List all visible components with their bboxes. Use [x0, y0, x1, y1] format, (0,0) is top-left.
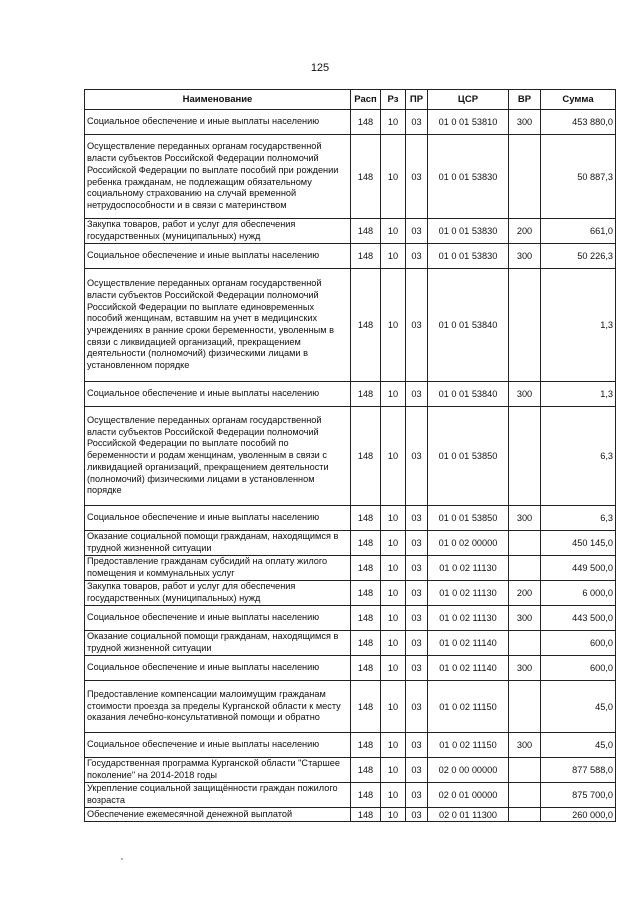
cell-sum: 1,3 [541, 382, 616, 407]
cell-rasp: 148 [351, 407, 381, 506]
cell-rasp: 148 [351, 531, 381, 556]
cell-name: Обеспечение ежемесячной денежной выплатой [85, 808, 351, 822]
cell-pr: 03 [406, 783, 428, 808]
cell-csr: 01 0 02 00000 [428, 531, 509, 556]
cell-sum: 1,3 [541, 269, 616, 382]
cell-pr: 03 [406, 531, 428, 556]
cell-rz: 10 [381, 110, 406, 135]
cell-rz: 10 [381, 407, 406, 506]
cell-vr [509, 531, 541, 556]
cell-rasp: 148 [351, 631, 381, 656]
cell-csr: 01 0 01 53850 [428, 506, 509, 531]
cell-rasp: 148 [351, 656, 381, 681]
cell-name: Предоставление компенсации малоимущим гражданам стоимости проезда за пределы Курганской области к месту оказания лечебно-консультативной помощи и обратно [85, 681, 351, 733]
cell-vr [509, 681, 541, 733]
cell-csr: 01 0 01 53810 [428, 110, 509, 135]
cell-pr: 03 [406, 135, 428, 219]
cell-vr: 300 [509, 382, 541, 407]
cell-sum: 45,0 [541, 733, 616, 758]
cell-vr [509, 783, 541, 808]
cell-vr: 300 [509, 656, 541, 681]
cell-pr: 03 [406, 382, 428, 407]
cell-name: Социальное обеспечение и иные выплаты населению [85, 656, 351, 681]
cell-vr [509, 808, 541, 822]
cell-name: Социальное обеспечение и иные выплаты населению [85, 110, 351, 135]
cell-csr: 01 0 02 11150 [428, 681, 509, 733]
cell-rz: 10 [381, 783, 406, 808]
table-row [85, 808, 616, 822]
cell-csr: 01 0 01 53830 [428, 135, 509, 219]
cell-pr: 03 [406, 244, 428, 269]
table-row [85, 656, 616, 681]
header-csr: ЦСР [428, 90, 509, 110]
cell-name: Укрепление социальной защищённости граждан пожилого возраста [85, 783, 351, 808]
cell-rz: 10 [381, 531, 406, 556]
cell-rz: 10 [381, 606, 406, 631]
cell-name: Социальное обеспечение и иные выплаты населению [85, 382, 351, 407]
cell-name: Социальное обеспечение и иные выплаты населению [85, 506, 351, 531]
cell-pr: 03 [406, 110, 428, 135]
cell-rasp: 148 [351, 135, 381, 219]
cell-rasp: 148 [351, 808, 381, 822]
cell-csr: 01 0 02 11130 [428, 581, 509, 606]
cell-sum: 443 500,0 [541, 606, 616, 631]
cell-vr: 300 [509, 244, 541, 269]
cell-rz: 10 [381, 244, 406, 269]
table-row [85, 269, 616, 382]
cell-csr: 01 0 01 53830 [428, 244, 509, 269]
cell-rz: 10 [381, 382, 406, 407]
cell-name: Закупка товаров, работ и услуг для обеспечения государственных (муниципальных) нужд [85, 581, 351, 606]
cell-rz: 10 [381, 758, 406, 783]
table-row [85, 244, 616, 269]
cell-csr: 01 0 01 53840 [428, 382, 509, 407]
cell-rz: 10 [381, 733, 406, 758]
cell-pr: 03 [406, 656, 428, 681]
cell-pr: 03 [406, 681, 428, 733]
cell-rasp: 148 [351, 733, 381, 758]
cell-pr: 03 [406, 808, 428, 822]
cell-csr: 02 0 01 11300 [428, 808, 509, 822]
cell-vr [509, 407, 541, 506]
cell-rasp: 148 [351, 581, 381, 606]
table-row [85, 733, 616, 758]
cell-sum: 875 700,0 [541, 783, 616, 808]
cell-sum: 50 887,3 [541, 135, 616, 219]
table-row [85, 556, 616, 581]
cell-pr: 03 [406, 506, 428, 531]
cell-vr: 200 [509, 581, 541, 606]
header-name: Наименование [85, 90, 351, 110]
cell-name: Осуществление переданных органам государственной власти субъектов Российской Федерации полномочий Российской Федерации по выплате пособий по беременности и родам женщинам, уволенным в связи с ликвидацией организаций, прекращением деятельности (полномочий) физическими лицами в установленном порядке [85, 407, 351, 506]
cell-pr: 03 [406, 606, 428, 631]
cell-vr: 200 [509, 219, 541, 244]
cell-sum: 45,0 [541, 681, 616, 733]
cell-csr: 01 0 01 53850 [428, 407, 509, 506]
cell-rasp: 148 [351, 244, 381, 269]
table-row [85, 606, 616, 631]
cell-rz: 10 [381, 581, 406, 606]
cell-pr: 03 [406, 758, 428, 783]
table-row [85, 783, 616, 808]
header-sum: Сумма [541, 90, 616, 110]
cell-rasp: 148 [351, 110, 381, 135]
cell-pr: 03 [406, 556, 428, 581]
cell-rz: 10 [381, 269, 406, 382]
cell-name: Социальное обеспечение и иные выплаты населению [85, 244, 351, 269]
cell-sum: 600,0 [541, 656, 616, 681]
cell-csr: 01 0 02 11130 [428, 556, 509, 581]
cell-name: Социальное обеспечение и иные выплаты населению [85, 733, 351, 758]
table-header-row [85, 90, 616, 110]
page-number: 125 [310, 62, 330, 74]
cell-sum: 50 226,3 [541, 244, 616, 269]
table-row [85, 758, 616, 783]
table-row [85, 531, 616, 556]
table-row [85, 407, 616, 506]
cell-rasp: 148 [351, 783, 381, 808]
cell-rz: 10 [381, 656, 406, 681]
cell-name: Оказание социальной помощи гражданам, находящимся в трудной жизненной ситуации [85, 631, 351, 656]
cell-sum: 661,0 [541, 219, 616, 244]
cell-rz: 10 [381, 631, 406, 656]
cell-csr: 01 0 02 11140 [428, 631, 509, 656]
cell-vr: 300 [509, 506, 541, 531]
cell-name: Оказание социальной помощи гражданам, находящимся в трудной жизненной ситуации [85, 531, 351, 556]
cell-vr: 300 [509, 606, 541, 631]
cell-pr: 03 [406, 631, 428, 656]
cell-rasp: 148 [351, 382, 381, 407]
header-pr: ПР [406, 90, 428, 110]
cell-vr [509, 631, 541, 656]
cell-rasp: 148 [351, 506, 381, 531]
cell-vr [509, 758, 541, 783]
cell-sum: 6,3 [541, 506, 616, 531]
cell-name: Социальное обеспечение и иные выплаты населению [85, 606, 351, 631]
cell-rz: 10 [381, 681, 406, 733]
table-row [85, 631, 616, 656]
cell-pr: 03 [406, 219, 428, 244]
cell-rasp: 148 [351, 681, 381, 733]
cell-sum: 260 000,0 [541, 808, 616, 822]
cell-rasp: 148 [351, 606, 381, 631]
cell-sum: 600,0 [541, 631, 616, 656]
cell-pr: 03 [406, 269, 428, 382]
cell-rz: 10 [381, 135, 406, 219]
header-rz: Рз [381, 90, 406, 110]
header-vr: ВР [509, 90, 541, 110]
cell-vr [509, 135, 541, 219]
cell-rasp: 148 [351, 269, 381, 382]
cell-rasp: 148 [351, 219, 381, 244]
table-row [85, 506, 616, 531]
cell-sum: 6,3 [541, 407, 616, 506]
cell-sum: 449 500,0 [541, 556, 616, 581]
cell-name: Осуществление переданных органам государственной власти субъектов Российской Федерации полномочий Российской Федерации по выплате пособий при рождении ребенка гражданам, не подлежащим обязательному социальному страхованию на случай временной нетрудоспособности и в связи с материнством [85, 135, 351, 219]
cell-csr: 01 0 02 11130 [428, 606, 509, 631]
cell-vr [509, 556, 541, 581]
cell-name: Осуществление переданных органам государственной власти субъектов Российской Федерации полномочий Российской Федерации по выплате единовременных пособий женщинам, вставшим на учет в медицинских учреждениях в ранние сроки беременности, уволенным в связи с ликвидацией организаций, прекращением деятельности (полномочий) физическими лицами в установленном порядке [85, 269, 351, 382]
cell-sum: 450 145,0 [541, 531, 616, 556]
table-row [85, 219, 616, 244]
cell-csr: 02 0 01 00000 [428, 783, 509, 808]
cell-sum: 877 588,0 [541, 758, 616, 783]
table-row [85, 681, 616, 733]
cell-csr: 02 0 00 00000 [428, 758, 509, 783]
cell-name: Государственная программа Курганской области "Старшее поколение" на 2014-2018 годы [85, 758, 351, 783]
cell-rasp: 148 [351, 556, 381, 581]
cell-vr: 300 [509, 733, 541, 758]
cell-rz: 10 [381, 506, 406, 531]
table-row [85, 135, 616, 219]
cell-rz: 10 [381, 219, 406, 244]
cell-csr: 01 0 01 53840 [428, 269, 509, 382]
cell-pr: 03 [406, 407, 428, 506]
header-rasp: Расп [351, 90, 381, 110]
cell-pr: 03 [406, 581, 428, 606]
cell-rz: 10 [381, 556, 406, 581]
cell-sum: 453 880,0 [541, 110, 616, 135]
budget-table [84, 89, 616, 822]
cell-name: Предоставление гражданам субсидий на оплату жилого помещения и коммунальных услуг [85, 556, 351, 581]
cell-rz: 10 [381, 808, 406, 822]
cell-rasp: 148 [351, 758, 381, 783]
cell-csr: 01 0 02 11150 [428, 733, 509, 758]
cell-vr: 300 [509, 110, 541, 135]
cell-pr: 03 [406, 733, 428, 758]
table-row [85, 581, 616, 606]
cell-vr [509, 269, 541, 382]
cell-csr: 01 0 02 11140 [428, 656, 509, 681]
cell-name: Закупка товаров, работ и услуг для обеспечения государственных (муниципальных) нужд [85, 219, 351, 244]
scan-speck [121, 858, 123, 860]
table-row [85, 382, 616, 407]
cell-sum: 6 000,0 [541, 581, 616, 606]
cell-csr: 01 0 01 53830 [428, 219, 509, 244]
table-row [85, 110, 616, 135]
